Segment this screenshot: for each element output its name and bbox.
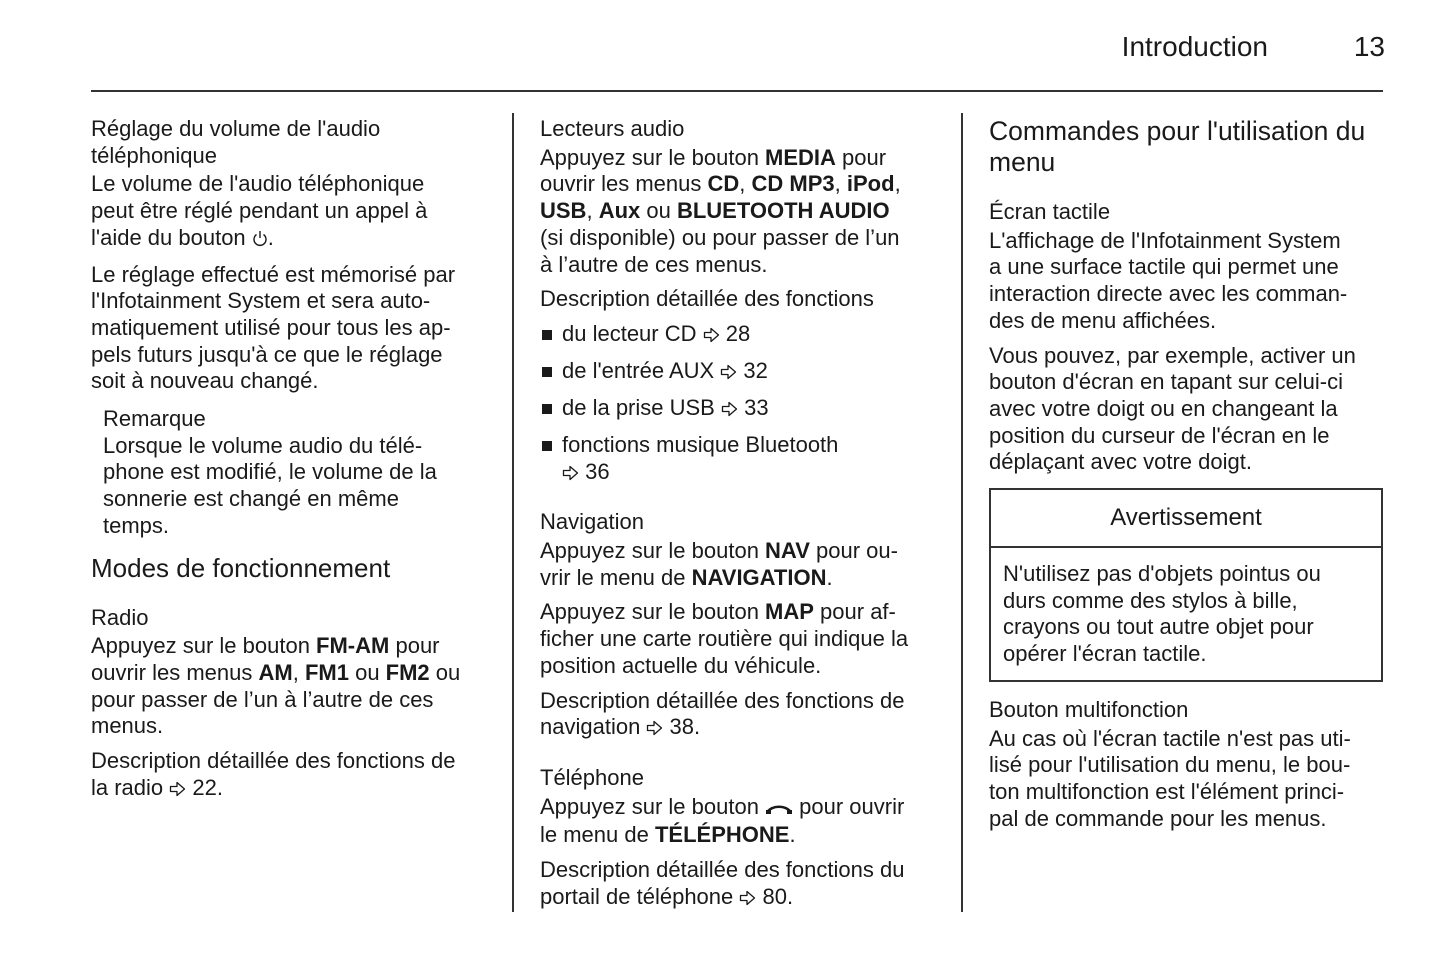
text-line: interaction directe avec les comman- [989, 281, 1348, 307]
warning-box [989, 488, 1383, 682]
bold-term: CD [707, 171, 740, 197]
text-line: (si disponible) ou pour passer de l’un [540, 224, 900, 250]
text-line: Radio [91, 604, 149, 630]
text-line: Réglage du volume de l'audio [91, 116, 381, 141]
text-segment: Appuyez sur le bouton [540, 599, 766, 625]
bold-term: TÉLÉPHONE [654, 822, 790, 848]
text-line: Modes de fonctionnement [91, 552, 391, 583]
text-line [562, 358, 950, 387]
text-line: durs comme des stylos à bille, [1003, 587, 1298, 613]
text-segment: de l'entrée AUX [562, 357, 721, 383]
text-segment: 32 [737, 357, 768, 383]
text-segment: vrir le menu de [540, 564, 692, 590]
bold-term: MAP [765, 599, 814, 625]
note-box [91, 406, 501, 540]
text-line [540, 884, 950, 913]
text-line: des de menu affichées. [989, 307, 1217, 333]
text-segment: 38. [663, 714, 701, 740]
text-segment: , [586, 198, 599, 224]
text-line: menu [989, 147, 1056, 177]
text-segment: 36 [579, 458, 610, 484]
text-line [91, 225, 501, 254]
paragraph [989, 228, 1383, 335]
text-line: Au cas où l'écran tactile n'est pas uti- [989, 725, 1351, 751]
bold-term: FM2 [385, 659, 430, 685]
bold-term: NAVIGATION [691, 564, 827, 590]
bold-term: FM-AM [316, 633, 390, 659]
paragraph [91, 262, 501, 396]
text-line [540, 538, 950, 565]
text-line: déplaçant avec votre doigt. [989, 449, 1252, 475]
text-line: opérer l'écran tactile. [1003, 641, 1207, 667]
note-title: Remarque [103, 406, 206, 432]
phone-icon [765, 796, 793, 823]
text-segment: navigation [540, 714, 647, 740]
subheading [540, 765, 950, 792]
text-line [540, 145, 950, 172]
column-3 [989, 116, 1383, 832]
paragraph [989, 343, 1383, 477]
text-segment: l'aide du bouton [91, 224, 252, 250]
list-item [540, 432, 950, 487]
text-line: pal de commande pour les menus. [989, 805, 1327, 831]
bold-term: USB [540, 198, 587, 224]
list-item [540, 395, 950, 424]
text-line [540, 198, 950, 225]
text-line: Lecteurs audio [540, 116, 685, 141]
text-line [91, 633, 501, 660]
power-icon [252, 227, 268, 254]
text-line: Description détaillée des fonctions de [91, 748, 456, 774]
column-divider [961, 113, 963, 912]
paragraph [540, 145, 950, 279]
paragraph [91, 748, 501, 803]
text-line [91, 660, 501, 687]
text-segment: , [894, 171, 901, 197]
page-reference-arrow-icon [562, 461, 579, 488]
bold-term: BLUETOOTH AUDIO [676, 198, 890, 224]
text-segment: 28 [719, 320, 751, 346]
text-line: l'Infotainment System et sera auto- [91, 288, 431, 314]
text-segment: 80. [756, 883, 794, 909]
text-segment: 22. [186, 774, 223, 800]
text-line: sonnerie est changé en même [103, 486, 399, 512]
page-number: 13 [1353, 31, 1385, 62]
bold-term: NAV [765, 538, 810, 564]
text-segment: portail de téléphone [540, 883, 740, 909]
text-line: L'affichage de l'Infotainment System [989, 227, 1341, 253]
list-item [540, 321, 950, 350]
text-line: a une surface tactile qui permet une [989, 254, 1339, 280]
text-segment: la radio [91, 774, 170, 800]
paragraph [540, 599, 950, 679]
bold-term: CD MP3 [751, 171, 835, 197]
text-line: à l’autre de ces menus. [540, 251, 768, 277]
text-line: Lorsque le volume audio du télé- [103, 432, 423, 458]
text-segment: . [826, 564, 833, 590]
text-line: phone est modifié, le volume de la [103, 459, 437, 485]
text-segment: du lecteur CD [562, 320, 703, 346]
text-line: pels futurs jusqu'à ce que le réglage [91, 341, 443, 367]
text-line: Navigation [540, 509, 644, 535]
text-segment: ou [348, 659, 386, 685]
text-line: N'utilisez pas d'objets pointus ou [1003, 561, 1321, 587]
text-segment: , [739, 171, 752, 197]
text-line: crayons ou tout autre objet pour [1003, 614, 1314, 640]
column-divider [512, 113, 514, 912]
text-segment: pour ou- [809, 538, 898, 564]
text-segment: Appuyez sur le bouton [540, 144, 766, 170]
subheading [540, 509, 950, 536]
list-item [540, 358, 950, 387]
text-line: ton multifonction est l'élément princi- [989, 778, 1345, 804]
text-line: Description détaillée des fonctions [540, 286, 874, 312]
warning-body [991, 548, 1381, 680]
bold-term: MEDIA [765, 144, 836, 170]
text-line [540, 599, 950, 626]
paragraph [540, 286, 950, 313]
text-line: soit à nouveau changé. [91, 368, 319, 394]
text-line: position du curseur de l'écran en le [989, 422, 1330, 448]
header-divider [91, 90, 1383, 92]
text-segment: pour [835, 144, 887, 170]
paragraph [540, 794, 950, 849]
page-reference-arrow-icon [720, 360, 737, 387]
text-segment: Appuyez sur le bouton [540, 538, 766, 564]
text-line: menus. [91, 713, 164, 739]
text-line: Le volume de l'audio téléphonique [91, 171, 425, 197]
text-line [91, 775, 501, 804]
page-reference-arrow-icon [739, 886, 756, 913]
text-line [562, 321, 950, 350]
text-segment: pour ouvrir [793, 793, 905, 819]
subheading [540, 116, 950, 143]
bold-term: FM1 [304, 659, 349, 685]
text-line: position actuelle du véhicule. [540, 652, 822, 678]
text-line [540, 794, 950, 823]
text-segment: , [834, 171, 847, 197]
paragraph [540, 857, 950, 912]
bullet-list [540, 321, 950, 487]
text-line: pour passer de l’un à l’autre de ces [91, 686, 434, 712]
text-line [540, 171, 950, 198]
text-segment: pour af- [813, 599, 896, 625]
paragraph [91, 171, 501, 253]
page-section-title: Introduction [1121, 31, 1268, 62]
text-line: Description détaillée des fonctions de [540, 687, 905, 713]
text-line: Le réglage effectué est mémorisé par [91, 261, 456, 287]
text-line: temps. [103, 512, 170, 538]
text-line: peut être réglé pendant un appel à [91, 198, 428, 224]
page-reference-arrow-icon [721, 397, 738, 424]
text-segment: ouvrir les menus [540, 171, 708, 197]
warning-title: Avertissement [991, 490, 1381, 548]
paragraph [989, 726, 1383, 833]
text-segment: 33 [737, 394, 769, 420]
text-line [540, 822, 950, 849]
text-line: Écran tactile [989, 199, 1111, 224]
paragraph [91, 633, 501, 740]
text-line: matiquement utilisé pour tous les ap- [91, 314, 451, 340]
subheading [91, 605, 501, 632]
text-line: lisé pour l'utilisation du menu, le bou- [989, 752, 1351, 778]
text-line [540, 714, 950, 743]
text-line: bouton d'écran en tapant sur celui-ci [989, 369, 1343, 395]
text-segment: ouvrir les menus [91, 659, 259, 685]
text-segment: . [789, 822, 796, 848]
bold-term: AM [258, 659, 293, 685]
subheading [989, 697, 1383, 724]
bold-term: iPod [846, 171, 895, 197]
text-segment: de la prise USB [562, 394, 721, 420]
text-segment: ou [429, 659, 461, 685]
subheading [91, 116, 501, 169]
text-segment: . [267, 224, 274, 250]
text-line: avec votre doigt ou en changeant la [989, 395, 1338, 421]
text-line [540, 565, 950, 592]
page-reference-arrow-icon [703, 323, 720, 350]
text-line: fonctions musique Bluetooth [562, 431, 839, 457]
paragraph [540, 688, 950, 743]
paragraph [540, 538, 950, 591]
text-segment: Appuyez sur le bouton [540, 793, 766, 819]
page-reference-arrow-icon [646, 716, 663, 743]
text-line: Bouton multifonction [989, 696, 1189, 722]
text-line [562, 395, 950, 424]
page-reference-arrow-icon [169, 777, 186, 804]
text-segment: , [292, 659, 305, 685]
text-segment: le menu de [540, 822, 655, 848]
text-segment: Appuyez sur le bouton [91, 633, 317, 659]
column-1 [91, 116, 501, 803]
text-line: ficher une carte routière qui indique la [540, 626, 909, 652]
text-line: téléphonique [91, 142, 218, 168]
section-heading [91, 553, 501, 584]
text-segment: ou [640, 198, 677, 224]
section-heading [989, 116, 1383, 178]
text-segment: pour [389, 633, 440, 659]
text-line: Commandes pour l'utilisation du [989, 116, 1366, 146]
column-2 [540, 116, 950, 912]
text-line: Téléphone [540, 764, 644, 790]
subheading [989, 199, 1383, 226]
bold-term: Aux [598, 198, 641, 224]
text-line: Description détaillée des fonctions du [540, 857, 905, 883]
text-line: Vous pouvez, par exemple, activer un [989, 342, 1356, 368]
text-line [562, 459, 950, 488]
